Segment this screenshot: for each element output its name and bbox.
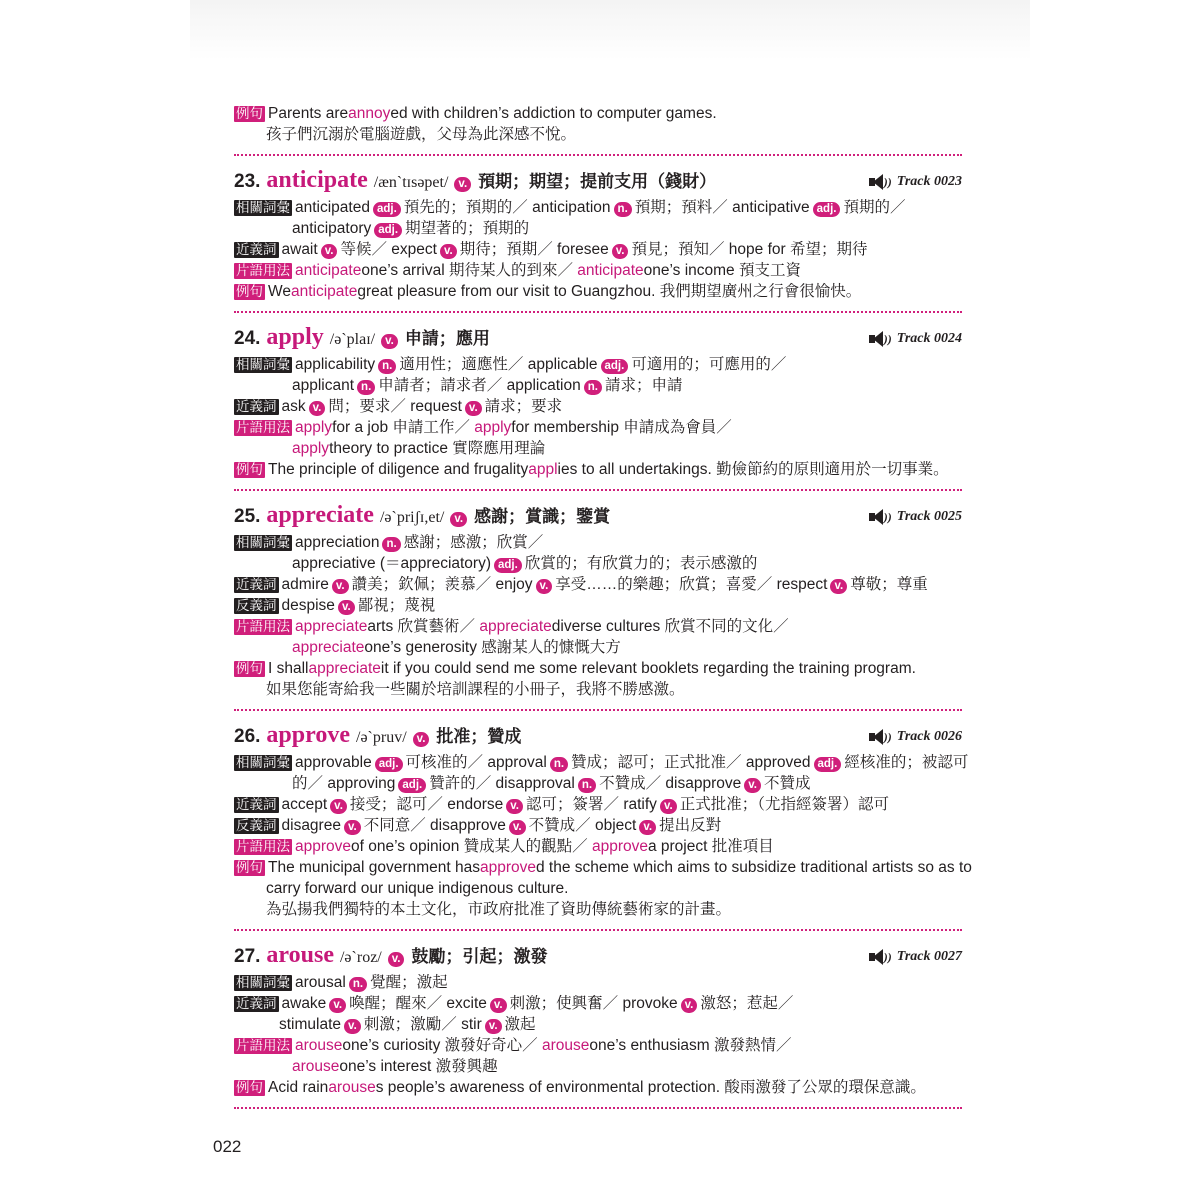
pos-badge: n. — [357, 380, 375, 395]
top-edge-shadow — [190, 0, 1030, 60]
word: approved — [745, 754, 811, 771]
phrase-text: for membership 申請成為會員／ — [511, 419, 732, 436]
word: admire — [281, 576, 329, 593]
synonyms — [234, 794, 962, 815]
pos-badge: adj. — [814, 757, 842, 772]
word: awake — [281, 995, 327, 1012]
pos-badge: v. — [440, 244, 457, 259]
example-text: great pleasure from our visit to Guangzhou. 我們期望廣州之行會很愉快。 — [357, 283, 862, 300]
synonym-tag: 近義詞 — [236, 996, 277, 1011]
highlight-word: approve — [295, 838, 352, 855]
example-line — [234, 103, 962, 124]
gloss: 申請者；請求者／ — [378, 377, 503, 394]
word: await — [281, 241, 318, 258]
pronunciation: /ə`plaɪ/ — [329, 331, 376, 348]
pos-badge: n. — [382, 537, 400, 552]
audio-track-button[interactable] — [869, 168, 962, 196]
gloss: 的／ — [292, 775, 324, 792]
word: excite — [446, 995, 487, 1012]
gloss: 不同意／ — [363, 817, 426, 834]
example-translation — [234, 899, 962, 920]
gloss: 不贊成／ — [599, 775, 662, 792]
pos-badge: v. — [612, 244, 629, 259]
pos-badge: v. — [388, 952, 405, 967]
synonym-tag: 近義詞 — [236, 797, 277, 812]
gloss: 認可；簽署／ — [526, 796, 620, 813]
related-words — [234, 197, 962, 218]
headword-definition: 預期；期望；提前支用（錢財） — [478, 172, 717, 191]
track-label: Track 0026 — [896, 729, 962, 744]
gloss: 激怒；惹起／ — [700, 995, 794, 1012]
example-text: carry forward our unique indigenous culture. — [266, 880, 569, 897]
example-text: it if you could send me some relevant booklets regarding the training program. — [380, 660, 916, 677]
word: appreciation — [295, 534, 380, 551]
word: disapproval — [495, 775, 575, 792]
example-text: s people’s awareness of environmental protection. 酸雨激發了公眾的環保意識。 — [375, 1079, 926, 1096]
dotted-divider — [234, 709, 962, 711]
translation-text: 如果您能寄給我一些關於培訓課程的小冊子，我將不勝感激。 — [266, 681, 685, 698]
word: anticipated — [295, 199, 370, 216]
entry-header-26 — [234, 721, 962, 752]
speaker-icon: )) — [869, 174, 891, 190]
gloss: 鄙視；蔑視 — [357, 597, 436, 614]
word: foresee — [557, 241, 609, 258]
pos-badge: n. — [578, 778, 596, 793]
phrases — [234, 836, 962, 857]
antonym-tag: 反義詞 — [236, 818, 277, 833]
entry-header-25 — [234, 501, 962, 532]
word: applicable — [527, 356, 598, 373]
pos-badge: v. — [639, 820, 656, 835]
headword-definition: 批准；贊成 — [436, 727, 522, 746]
example-text: We — [268, 283, 291, 300]
gloss: 等候／ — [340, 241, 387, 258]
example-tag: 例句 — [236, 106, 263, 121]
phrase-text: of one’s opinion 贊成某人的觀點／ — [351, 838, 588, 855]
phrase-text: one’s arrival 期待某人的到來／ — [361, 262, 573, 279]
pos-badge: n. — [550, 757, 568, 772]
example-tag: 例句 — [236, 462, 263, 477]
gloss: 預期的／ — [843, 199, 906, 216]
gloss: 刺激；激勵／ — [363, 1016, 457, 1033]
phrase-tag: 片語用法 — [236, 263, 290, 278]
word: anticipative — [732, 199, 810, 216]
phrase-tag: 片語用法 — [236, 1038, 290, 1053]
highlight-word: apply — [474, 419, 512, 436]
gloss: 正式批准；（尤指經簽署）認可 — [679, 796, 889, 813]
gloss: 問；要求／ — [328, 398, 406, 415]
word: hope for 希望；期待 — [728, 241, 868, 258]
entry-header-23 — [234, 166, 962, 197]
speaker-icon: )) — [869, 949, 891, 965]
word: enjoy — [495, 576, 533, 593]
word: accept — [281, 796, 328, 813]
audio-track-button[interactable] — [869, 325, 962, 353]
word: approvable — [295, 754, 372, 771]
synonym-tag: 近義詞 — [236, 577, 277, 592]
pos-badge: v. — [454, 177, 471, 192]
pos-badge: v. — [830, 579, 847, 594]
dictionary-page — [234, 103, 972, 1119]
gloss: 讚美；欽佩；羨慕／ — [351, 576, 492, 593]
word: approving — [327, 775, 396, 792]
highlight-word: appreciate — [292, 639, 365, 656]
gloss: 預見；預知／ — [631, 241, 725, 258]
entry-number: 26. — [234, 726, 261, 747]
pos-badge: v. — [465, 401, 482, 416]
pos-badge: adj. — [494, 558, 522, 573]
gloss: 提出反對 — [659, 817, 722, 834]
page-number: 022 — [213, 1137, 242, 1156]
highlight-word: arouse — [328, 1079, 376, 1096]
headword-definition: 鼓勵；引起；激發 — [411, 947, 548, 966]
gloss: 不贊成 — [763, 775, 811, 792]
example-text: ies to all undertakings. 勤儉節約的原則適用於一切事業。 — [557, 461, 949, 478]
headword-definition: 申請；應用 — [404, 329, 490, 348]
gloss: 可核准的／ — [405, 754, 484, 771]
word: endorse — [447, 796, 504, 813]
pos-badge: n. — [584, 380, 602, 395]
word: stir — [461, 1016, 482, 1033]
related-tag: 相關詞彙 — [236, 200, 290, 215]
pos-badge: v. — [506, 799, 523, 814]
word: disapprove — [665, 775, 742, 792]
example-text: ed with children’s addiction to computer games. — [390, 105, 717, 122]
gloss: 享受……的樂趣；欣賞；喜愛／ — [555, 576, 773, 593]
pos-badge: v. — [344, 1019, 361, 1034]
highlight-word: apply — [292, 440, 330, 457]
entry-number: 27. — [234, 946, 261, 967]
word: applicability — [295, 356, 376, 373]
word: application — [506, 377, 581, 394]
example-line — [234, 1077, 962, 1098]
gloss: 贊成；認可；正式批准／ — [571, 754, 742, 771]
entry-header-27 — [234, 941, 962, 972]
phrases — [234, 417, 962, 438]
example-text: I shall — [268, 660, 309, 677]
highlight-word: appl — [528, 461, 558, 478]
example-text: Acid rain — [268, 1079, 329, 1096]
translation-text: 孩子們沉溺於電腦遊戲，父母為此深感不悅。 — [266, 126, 577, 143]
phrases-cont — [234, 1056, 962, 1077]
word: provoke — [622, 995, 678, 1012]
pos-badge: v. — [309, 401, 326, 416]
pos-badge: v. — [744, 778, 761, 793]
phrase-tag: 片語用法 — [236, 619, 290, 634]
phrase-text: one’s curiosity 激發好奇心／ — [342, 1037, 538, 1054]
phrases-cont — [234, 637, 962, 658]
synonyms — [234, 993, 962, 1014]
highlight-word: approve — [479, 859, 536, 876]
word: respect — [776, 576, 828, 593]
pos-badge: v. — [338, 600, 355, 615]
related-tag: 相關詞彙 — [236, 755, 290, 770]
phrase-text: one’s generosity 感謝某人的慷慨大方 — [364, 639, 621, 656]
example-text: d the scheme which aims to subsidize traditional artists so as to — [535, 859, 972, 876]
track-label: Track 0027 — [896, 949, 962, 964]
example-tag: 例句 — [236, 860, 263, 875]
pos-badge: v. — [681, 998, 698, 1013]
gloss: 喚醒；醒來／ — [349, 995, 443, 1012]
highlight-word: arouse — [541, 1037, 590, 1054]
phrase-tag: 片語用法 — [236, 839, 290, 854]
gloss: 預先的；預期的／ — [403, 199, 528, 216]
track-label: Track 0023 — [896, 174, 962, 189]
phrases-cont — [234, 438, 962, 459]
antonyms — [234, 595, 962, 616]
headword-definition: 感謝；賞識；鑒賞 — [474, 507, 611, 526]
pos-badge: n. — [378, 359, 396, 374]
antonyms — [234, 815, 962, 836]
word: approval — [487, 754, 547, 771]
pronunciation: /ə`roz/ — [339, 949, 382, 966]
entry-header-24 — [234, 323, 962, 354]
audio-track-button[interactable] — [869, 943, 962, 971]
related-words — [234, 752, 969, 773]
phrase-text: theory to practice 實際應用理論 — [329, 440, 546, 457]
word: ask — [281, 398, 306, 415]
entry-number: 24. — [234, 328, 261, 349]
example-translation — [234, 124, 962, 145]
pos-badge: v. — [330, 799, 347, 814]
pos-badge: adj. — [375, 757, 403, 772]
word: despise — [281, 597, 335, 614]
track-label: Track 0024 — [896, 331, 962, 346]
dotted-divider — [234, 1107, 962, 1109]
word: applicant — [292, 377, 355, 394]
pos-badge: v. — [321, 244, 338, 259]
example-line — [234, 857, 972, 878]
gloss: 覺醒；激起 — [370, 974, 448, 991]
example-text: Parents are — [268, 105, 349, 122]
synonyms — [234, 239, 962, 260]
speaker-icon: )) — [869, 509, 891, 525]
phrase-text: one’s enthusiasm 激發熱情／ — [589, 1037, 792, 1054]
synonyms — [234, 396, 962, 417]
gloss: 感謝；感激；欣賞／ — [403, 534, 544, 551]
dotted-divider — [234, 489, 962, 491]
gloss: 適用性；適應性／ — [399, 356, 524, 373]
gloss: 期望著的；預期的 — [405, 220, 530, 237]
headword: apply — [266, 324, 324, 350]
word: ratify — [623, 796, 657, 813]
highlight-word: anticipate — [295, 262, 362, 279]
dotted-divider — [234, 311, 962, 313]
gloss: 經核准的；被認可 — [844, 754, 969, 771]
synonyms-cont — [234, 1014, 962, 1035]
speaker-icon: )) — [869, 331, 891, 347]
example-line-cont — [234, 878, 962, 899]
phrase-text: a project 批准項目 — [647, 838, 774, 855]
phrase-text: arts 欣賞藝術／ — [367, 618, 476, 635]
antonym-tag: 反義詞 — [236, 598, 277, 613]
audio-track-button[interactable] — [869, 723, 962, 751]
pos-badge: v. — [332, 579, 349, 594]
pos-badge: adj. — [374, 223, 402, 238]
pos-badge: adj. — [373, 202, 401, 217]
gloss: 不贊成／ — [528, 817, 591, 834]
headword: appreciate — [266, 502, 374, 528]
dotted-divider — [234, 154, 962, 156]
pos-badge: v. — [536, 579, 553, 594]
phrase-text: one’s income 預支工資 — [643, 262, 801, 279]
pos-badge: adj. — [398, 778, 426, 793]
word: appreciative (＝appreciatory) — [292, 555, 492, 572]
highlight-word: annoy — [348, 105, 391, 122]
gloss: 預期；預料／ — [634, 199, 728, 216]
gloss: 激起 — [504, 1016, 536, 1033]
gloss: 期待；預期／ — [459, 241, 553, 258]
pos-badge: v. — [450, 512, 467, 527]
gloss: 請求；申請 — [604, 377, 683, 394]
related-words — [234, 354, 962, 375]
highlight-word: arouse — [295, 1037, 343, 1054]
example-text: The principle of diligence and frugality — [268, 461, 529, 478]
highlight-word: apply — [295, 419, 333, 436]
example-tag: 例句 — [236, 1080, 263, 1095]
synonym-tag: 近義詞 — [236, 242, 277, 257]
entry-number: 23. — [234, 171, 261, 192]
headword: anticipate — [266, 167, 368, 193]
headword: approve — [266, 722, 350, 748]
word: object — [594, 817, 637, 834]
pos-badge: n. — [614, 202, 632, 217]
related-words-cont — [234, 773, 962, 794]
related-tag: 相關詞彙 — [236, 975, 290, 990]
pronunciation: /ə`pruv/ — [356, 729, 407, 746]
example-translation — [234, 679, 962, 700]
word: anticipatory — [292, 220, 372, 237]
word: stimulate — [279, 1016, 342, 1033]
highlight-word: appreciate — [295, 618, 368, 635]
highlight-word: appreciate — [308, 660, 381, 677]
track-label: Track 0025 — [896, 509, 962, 524]
pos-badge: v. — [381, 334, 398, 349]
gloss: 刺激；使興奮／ — [509, 995, 619, 1012]
pos-badge: adj. — [813, 202, 841, 217]
example-text: The municipal government has — [268, 859, 480, 876]
gloss: 請求；要求 — [484, 398, 563, 415]
word: arousal — [295, 974, 346, 991]
phrases — [234, 260, 962, 281]
pos-badge: v. — [485, 1019, 502, 1034]
gloss: 尊敬；尊重 — [850, 576, 928, 593]
example-tag: 例句 — [236, 661, 263, 676]
pos-badge: adj. — [601, 359, 629, 374]
related-words-cont — [234, 218, 962, 239]
phrase-tag: 片語用法 — [236, 420, 290, 435]
headword: arouse — [266, 942, 334, 968]
pronunciation: /ə`priʃɪ,et/ — [379, 509, 445, 526]
synonym-tag: 近義詞 — [236, 399, 277, 414]
word: request — [410, 398, 462, 415]
pos-badge: v. — [329, 998, 346, 1013]
related-words — [234, 972, 962, 993]
dotted-divider — [234, 929, 962, 931]
phrase-text: for a job 申請工作／ — [332, 419, 470, 436]
related-tag: 相關詞彙 — [236, 357, 290, 372]
audio-track-button[interactable] — [869, 503, 962, 531]
gloss: 欣賞的；有欣賞力的；表示感激的 — [524, 555, 758, 572]
speaker-icon: )) — [869, 729, 891, 745]
highlight-word: appreciate — [479, 618, 552, 635]
gloss: 可適用的；可應用的／ — [631, 356, 787, 373]
word: disagree — [281, 817, 341, 834]
pos-badge: n. — [349, 977, 367, 992]
highlight-word: approve — [591, 838, 648, 855]
pos-badge: v. — [413, 732, 430, 747]
phrases — [234, 616, 962, 637]
pronunciation: /æn`tɪsəpet/ — [373, 174, 449, 191]
example-line — [234, 658, 962, 679]
entry-number: 25. — [234, 506, 261, 527]
gloss: 接受；認可／ — [349, 796, 443, 813]
related-words-cont — [234, 375, 962, 396]
example-line — [234, 459, 962, 480]
highlight-word: arouse — [292, 1058, 340, 1075]
translation-text: 為弘揚我們獨特的本土文化，市政府批准了資助傳統藝術家的計畫。 — [266, 901, 732, 918]
phrases — [234, 1035, 962, 1056]
related-words-cont — [234, 553, 962, 574]
related-tag: 相關詞彙 — [236, 535, 290, 550]
pos-badge: v. — [490, 998, 507, 1013]
synonyms — [234, 574, 962, 595]
highlight-word: anticipate — [290, 283, 358, 300]
phrase-text: diverse cultures 欣賞不同的文化／ — [551, 618, 789, 635]
pos-badge: v. — [344, 820, 361, 835]
example-line — [234, 281, 962, 302]
gloss: 贊許的／ — [429, 775, 492, 792]
highlight-word: anticipate — [577, 262, 644, 279]
example-tag: 例句 — [236, 284, 263, 299]
word: anticipation — [532, 199, 611, 216]
pos-badge: v. — [660, 799, 677, 814]
phrase-text: one’s interest 激發興趣 — [339, 1058, 498, 1075]
word: disapprove — [430, 817, 506, 834]
word: expect — [391, 241, 437, 258]
related-words — [234, 532, 962, 553]
pos-badge: v. — [509, 820, 526, 835]
